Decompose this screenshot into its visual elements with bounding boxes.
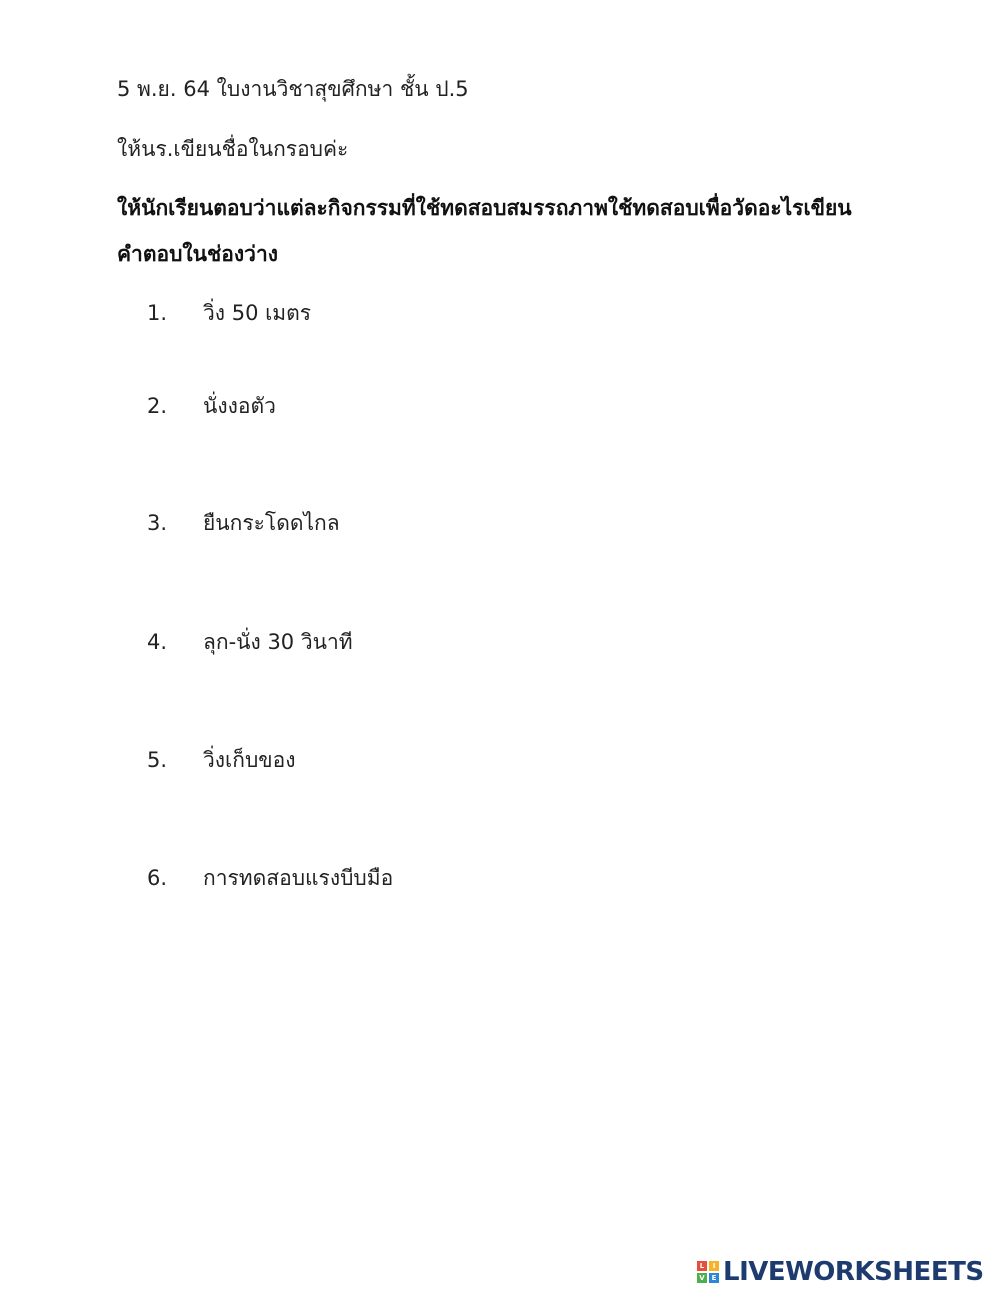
logo-block-icon: I [709, 1261, 719, 1271]
item-text: การทดสอบแรงบีบมือ [203, 866, 394, 890]
logo-blocks-icon [697, 1261, 719, 1283]
list-item [147, 864, 393, 892]
item-text: ลุก-นั่ง 30 วินาที [203, 630, 353, 654]
item-text: วิ่ง 50 เมตร [203, 301, 312, 325]
item-number: 3. [147, 511, 168, 535]
list-item [147, 509, 340, 537]
list-item [147, 299, 311, 327]
item-number: 5. [147, 748, 168, 772]
worksheet-date-title: 5 พ.ย. 64 ใบงานวิชาสุขศึกษา ชั้น ป.5 [117, 77, 469, 101]
item-number: 2. [147, 394, 168, 418]
list-item [147, 392, 276, 420]
logo-block-icon: E [709, 1273, 719, 1283]
item-number: 4. [147, 630, 168, 654]
item-text: วิ่งเก็บของ [203, 748, 296, 772]
item-number: 6. [147, 866, 168, 890]
item-text: ยืนกระโดดไกล [203, 511, 340, 535]
logo-block-icon: V [697, 1273, 707, 1283]
name-instruction: ให้นร.เขียนชื่อในกรอบค่ะ [117, 137, 349, 161]
item-number: 1. [147, 301, 168, 325]
item-text: นั่งงอตัว [203, 394, 276, 418]
logo-block-icon: L [697, 1261, 707, 1271]
logo-text: LIVEWORKSHEETS [723, 1257, 984, 1287]
list-item [147, 746, 296, 774]
liveworksheets-logo [697, 1255, 984, 1289]
question-line-1: ให้นักเรียนตอบว่าแต่ละกิจกรรมที่ใช้ทดสอบสมรรถภาพใช้ทดสอบเพื่อวัดอะไรเขียน [117, 196, 852, 220]
question-line-2: คำตอบในช่องว่าง [117, 242, 278, 266]
list-item [147, 628, 353, 656]
